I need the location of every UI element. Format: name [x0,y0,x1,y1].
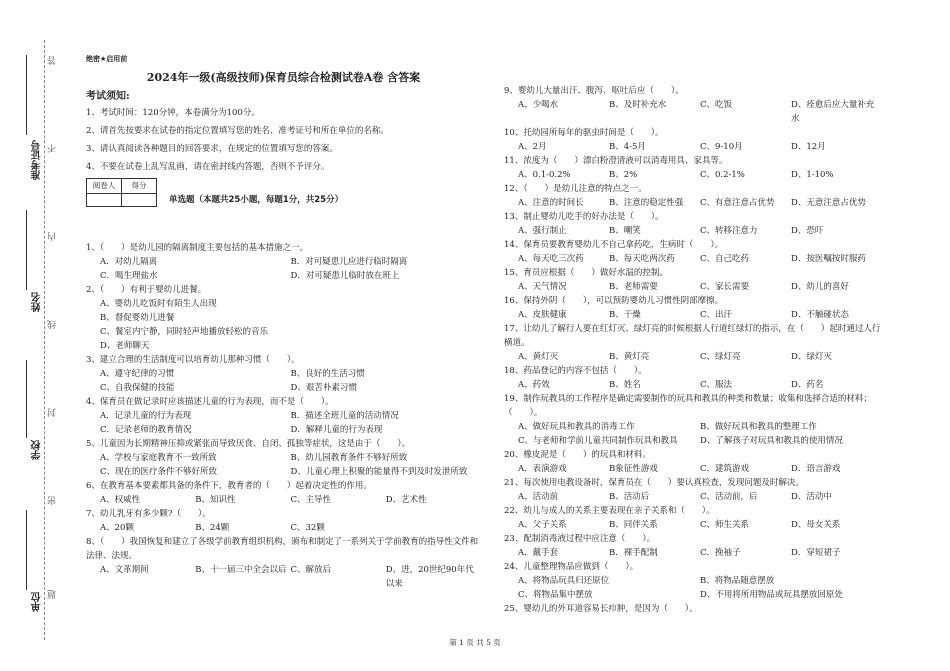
right-column [504,84,882,616]
option[interactable]: D、1-10% [791,170,834,180]
option[interactable]: A、每天吃三次药 [518,254,584,264]
option[interactable]: B、督促婴幼儿进餐 [100,313,175,323]
question-stem: 10、托幼园所每年的驱虫时间是（ ）。 [504,128,664,138]
option[interactable]: B、姓名 [609,380,641,390]
option[interactable]: B、活动后 [609,492,650,502]
question-options [504,140,882,154]
option[interactable]: D、进，20世纪90年代以来 [385,565,474,589]
option[interactable]: D．语言游戏 [791,464,841,474]
option[interactable]: C、32颗 [290,523,325,533]
option[interactable]: D、老师聊天 [100,341,150,351]
notice-item: 4、不要在试卷上乱写乱画，请在密封线内答题，否则不予评分。 [86,162,330,172]
question-stem: 2、（ ）有利于婴幼儿进餐。 [86,285,207,295]
question-options [504,546,882,560]
left-column [86,52,481,591]
option[interactable]: A．表演游戏 [518,464,567,474]
question-options [86,367,481,395]
option[interactable]: C、餐室内宁静，同时轻声地播放轻松的音乐 [100,327,269,337]
option[interactable]: C、现在的医疗条件不够好所致 [100,467,218,477]
option[interactable]: B．裸手配制 [609,548,658,558]
option[interactable]: B、及时补充水 [609,100,667,110]
option[interactable]: B象征性游戏 [609,464,658,474]
question-stem: 3、建立合理的生活制度可以培育幼儿那种习惯（ ）。 [86,355,300,365]
option[interactable]: B、同伴关系 [609,520,658,530]
question-options [504,420,882,448]
question-stem: 18、药品登记的内容不包括（ ）。 [504,366,647,376]
option[interactable]: A、天气情况 [518,282,567,292]
page-footer: 第 1 页 共 5 页 [449,638,501,647]
option[interactable]: D、幼儿的喜好 [791,282,849,292]
option[interactable]: D、痊愈后应大量补充水 [791,100,875,124]
binding-margin [0,0,72,671]
option[interactable]: B、2% [609,170,638,180]
option[interactable]: B、干燥 [609,310,641,320]
option[interactable]: D、按医嘱按时服药 [791,254,866,264]
question-options [86,451,481,479]
seal-mark-4: 线 [48,320,58,329]
option[interactable]: C、活动前，后 [700,492,758,502]
option[interactable]: B、24颗 [195,523,230,533]
score-blank[interactable] [122,194,157,207]
option[interactable]: C、自己吃药 [700,254,750,264]
option[interactable]: B．对可疑患儿应进行临时隔离 [290,257,408,267]
option[interactable]: A、0.1-0.2% [518,170,571,180]
option[interactable]: D、儿童心理上积聚的能量得不到及时发泄所致 [290,467,468,477]
label-unit: 单位 [32,592,43,612]
option[interactable]: A、黄灯灭 [518,352,559,362]
question-options [504,224,882,238]
option[interactable]: A、少喝水 [518,100,559,110]
question-options [504,518,882,532]
question-stem: 23、配制消毒液过程中应注意（ ）。 [504,534,656,544]
option[interactable]: B、幼儿园教育条件不够好所致 [290,453,408,463]
reviewer-blank[interactable] [87,194,122,207]
option[interactable]: C、出汗 [700,310,733,320]
question-options [504,308,882,322]
seal-mark-1: 答 [48,56,58,65]
seal-mark-3: 内 [48,232,58,241]
option[interactable]: A、学校与家庭教育不一致所致 [100,453,217,463]
option[interactable]: C、师生关系 [700,520,750,530]
option[interactable]: C、主导性 [290,495,332,505]
school-blank [26,360,27,438]
option[interactable]: D．穿短裙子 [791,548,841,558]
question-options [504,350,882,364]
question-stem: 16、保持外阴（ ），可以预防婴幼儿习惯性阴部摩擦。 [504,296,724,306]
option[interactable]: C、转移注意力 [700,226,758,236]
option[interactable]: A、药效 [518,380,550,390]
option[interactable]: D、活动中 [791,492,832,502]
option[interactable]: D、不用将所用物品或玩具摆放回原处 [700,590,843,600]
option[interactable]: A．记录儿童的行为表现 [100,411,192,421]
option[interactable]: D、恐吓 [791,226,824,236]
option[interactable]: B、4-5月 [609,142,646,152]
notice-item: 1、考试时间：120分钟，本卷满分为100分。 [86,108,260,118]
question-stem: 14、保育员要教育婴幼儿不自己拿药吃，生病时（ ）。 [504,240,724,250]
option[interactable]: B、注意的稳定性强 [609,198,684,208]
option[interactable]: A．对幼儿隔离 [100,257,158,267]
reviewer-cell: 阅卷人 [87,179,122,194]
option[interactable]: B、黄灯亮 [609,352,650,362]
option[interactable]: B、十一届三中全会以后 [195,565,287,575]
option[interactable]: D、无意注意占优势 [791,198,866,208]
option[interactable]: B、嘲笑 [609,226,641,236]
question-options [86,493,481,507]
question-stem: 17、让幼儿了解行人要在红灯灭、绿灯亮的时候根据人行道红绿灯的指示，在（ ）起时通过人行横道。 [504,324,881,348]
option[interactable]: D．对可疑患儿临时放在班上 [290,271,400,281]
option[interactable]: A、父子关系 [518,520,567,530]
question-stem: 11、浓度为（ ）漂白粉澄清液可以消毒用具、家具等。 [504,156,728,166]
option[interactable]: C．记录老师的教育情况 [100,425,192,435]
score-box [86,178,157,207]
question-stem: 19、制作玩教具的工作程序是确定需要制作的玩具和教具的种类和数量；收集和选择合适的材料；（ ）。 [504,394,872,418]
option[interactable]: A、将物品玩具归还原位 [518,576,610,586]
option[interactable]: B、每天吃两次药 [609,254,675,264]
option[interactable]: A、遵守纪律的习惯 [100,369,175,379]
option[interactable]: A、强行制止 [518,226,567,236]
label-exam-number: 准考证号 [32,140,43,180]
option[interactable]: A、皮肤健康 [518,310,567,320]
option[interactable]: C．喝生理盐水 [100,271,158,281]
option[interactable]: A、权威性 [100,495,141,505]
option[interactable]: A、活动前 [518,492,559,502]
question-options [504,462,882,476]
exam-title: 2024年一级(高级技师)保育员综合检测试卷A卷 含答案 [146,71,421,84]
question-options [504,98,882,126]
notice-item: 3、请认真阅读各种题目的回答要求，在规定的位置填写您的答案。 [86,144,338,154]
section-title: 单选题（本题共25小题，每题1分，共25分） [169,194,344,205]
question-stem: 15、育员应根据（ ）做好水温的控制。 [504,268,668,278]
question-options [86,297,481,353]
seal-line [44,40,45,640]
question-stem: 25、婴幼儿的外耳道容易长疖肿，是因为（ ）。 [504,604,698,614]
option[interactable]: C、0.2-1% [700,170,745,180]
option[interactable]: A、20颗 [100,523,134,533]
option[interactable]: D、不触碰状态 [791,310,849,320]
seal-mark-7: 题 [48,590,58,599]
question-stem: 13、制止婴幼儿吃手的好办法是（ ）。 [504,212,664,222]
option[interactable]: D、艺术性 [385,495,427,505]
question-stem: 22、幼儿与成人的关系主要表现在亲子关系和（ ）。 [504,506,715,516]
unit-blank [26,510,27,590]
option[interactable]: C、自我保健的技能 [100,383,175,393]
question-options [504,378,882,392]
question-options [504,168,882,182]
option[interactable]: A、做好玩具和教具的消毒工作 [518,422,635,432]
question-options [86,255,481,283]
question-stem: 7、幼儿乳牙有多少颗?（ ）。 [86,509,211,519]
question-stem: 8、（ ）我国恢复和建立了各级学前教育组织机构，颁布和制定了一系列关于学前教育的指导性文件和法律、法规。 [86,537,479,561]
option[interactable]: D、母女关系 [791,520,841,530]
option[interactable]: A、婴幼儿吃饭时有陌生人出现 [100,299,217,309]
option[interactable]: D．解释儿童的行为表现 [290,425,383,435]
question-stem: 4、保育员在做记录时应该描述儿童的行为表现，而不是（ ）。 [86,397,334,407]
option[interactable]: B、知识性 [195,495,236,505]
question-stem: 21、每次使用电教设备时，保育员在（ ）要认真检查，发现问题及时解决。 [504,478,804,488]
seal-mark-2: 不 [48,144,58,153]
option[interactable]: D、艰苦朴素习惯 [290,383,357,393]
option[interactable]: C、有意注意占优势 [700,198,775,208]
question-stem: 5、儿童因为长期精神压抑或紧张而导致厌食、自闭、孤独等症状，这是由于（ ）。 [86,439,411,449]
option[interactable]: A、注意的时间长 [518,198,584,208]
option[interactable]: A、文革期间 [100,565,149,575]
secret-label: 绝密★启用前 [86,55,128,63]
option[interactable]: C、9-10月 [700,142,743,152]
option[interactable]: D、药名 [791,380,824,390]
seal-mark-5: 封 [48,408,58,417]
question-options [86,409,481,437]
option[interactable]: A、2月 [518,142,547,152]
option[interactable]: D、了解孩子对玩具和教具的使用情况 [700,436,843,446]
option[interactable]: B、良好的生活习惯 [290,369,365,379]
right-question-list [504,84,882,616]
option[interactable]: C、绿灯亮 [700,352,741,362]
option[interactable]: C、与老师和学前儿童共同制作玩具和教具 [518,436,678,446]
option[interactable]: C、服法 [700,380,733,390]
option[interactable]: C．建筑游戏 [700,464,750,474]
score-cell: 得分 [122,179,157,194]
question-stem: 9、婴幼儿大量出汗、腹泻、呕吐后应（ ）。 [504,86,684,96]
option[interactable]: C、解放后 [290,565,332,575]
seal-mark-6: 密 [48,496,58,505]
option[interactable]: B、老师需要 [609,282,658,292]
option[interactable]: C、吃饭 [700,100,733,110]
notice-list [86,106,481,174]
question-options [504,490,882,504]
option[interactable]: B、做好玩具和教具的整理工作 [700,422,817,432]
option[interactable]: D、绿灯灭 [791,352,832,362]
label-school: 学校 [32,440,43,460]
exam-number-blank [26,55,27,135]
question-options [504,196,882,210]
notice-heading: 考试须知: [86,91,130,102]
name-blank [26,210,27,290]
question-stem: 20、橡皮泥是（ ）的玩具和材料。 [504,450,651,460]
question-stem: 6、在教育基本要素都具备的条件下，教育者的（ ）起着决定性的作用。 [86,481,372,491]
question-options [86,563,481,591]
question-stem: 24、儿童整理物品应做到（ ）。 [504,562,639,572]
question-stem: 1、（ ）是幼儿园的隔离制度主要包括的基本措施之一。 [86,243,309,253]
option[interactable]: A．戴手套 [518,548,559,558]
option[interactable]: C、将物品集中摆放 [518,590,593,600]
question-options [504,280,882,294]
option[interactable] [386,521,481,535]
notice-item: 2、请首先按要求在试卷的指定位置填写您的姓名、准考证号和所在单位的名称。 [86,126,389,136]
question-options [504,252,882,266]
option[interactable]: C、家长需要 [700,282,750,292]
left-question-list [86,241,481,591]
score-row [86,178,481,207]
label-name: 姓名 [32,292,43,312]
option[interactable]: D、12月 [791,142,826,152]
option[interactable]: B、将物品随意摆放 [700,576,775,586]
question-options [504,574,882,602]
question-options [86,521,481,535]
option[interactable]: C．挽袖子 [700,548,741,558]
option[interactable]: B．描述全班儿童的活动情况 [290,411,399,421]
question-stem: 12、（ ）是幼儿注意的特点之一。 [504,184,647,194]
